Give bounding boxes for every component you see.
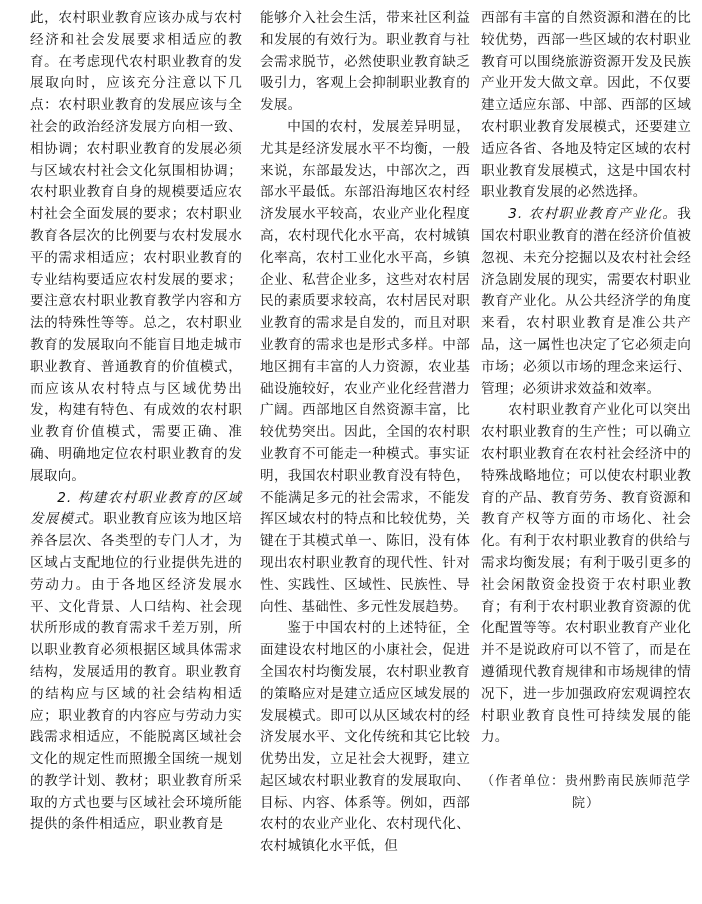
section-paragraph: [30, 488, 242, 837]
text-column-left: [30, 8, 242, 836]
section-heading: 3. 农村职业教育产业化。: [508, 206, 678, 223]
section-paragraph: [481, 204, 691, 400]
paragraph: 能够介入社会生活，带来社区利益和发展的有效行为。职业教育与社会需求脱节，必然使职业教育缺乏吸引力，客观上会抑制职业教育的发展。: [260, 10, 470, 114]
paragraph: 此，农村职业教育应该办成与农村经济和社会发展要求相适应的教育。在考虑现代农村职业教育的发展取向时，应该充分注意以下几点：农村职业教育的发展应该与全社会的政治经济发展方向相一致、相协调；农村职业教育的发展必须与区域农村社会文化氛围相协调；农村职业教育自身的规模要适应农村社会全面发展的要求；农村职业教育各层次的比例要与农村发展水平的需求相适应；农村职业教育的专业结构要适应农村发展的要求；要注意农村职业教育教学内容和方法的特殊性等等。总之，农村职业教育的发展取向不能盲目地走城市职业教育、普通教育的价值模式，而应该从农村特点与区域优势出发，构建有特色、有成效的农村职业教育价值模式，需要正确、准确、明确地定位农村职业教育的发展取向。: [30, 10, 242, 484]
paragraph: 中国的农村，发展差异明显，尤其是经济发展水平不均衡，一般来说，东部最发达，中部次之，西部水平最低。东部沿海地区农村经济发展水平较高，农业产业化程度高，农村现代化水平高，农村城镇化率高，农村工业化水平高，乡镇企业、私营企业多，这些对农村居民的素质要求较高，农村居民对职业教育的需求是自发的，而且对职业教育的需求也是形式多样。中部地区拥有丰富的人力资源，农业基础设施较好，农业产业化经营潜力广阔。西部地区自然资源丰富，比较优势突出。因此，全国的农村职业教育不可能走一种模式。事实证明，我国农村职业教育没有特色，不能满足多元的社会需求，不能发挥区域农村的特点和比较优势，关键在于其模式单一、陈旧，没有体现出农村职业教育的现代性、针对性、实践性、区域性、民族性、导向性、基础性、多元性发展趋势。: [260, 118, 470, 615]
text-column-right: [481, 8, 691, 815]
section-heading: 2. 构建农村职业教育的区域发展模式。: [30, 489, 242, 528]
paragraph: 农村职业教育产业化可以突出农村职业教育的生产性；可以确立农村职业教育在农村社会经济中的特殊战略地位；可以使农村职业教育的产品、教育劳务、教育资源和教育产权等方面的市场化、社会化。有利于农村职业教育的供给与需求均衡发展；有利于吸引更多的社会闲散资金投资于农村职业教育；有利于农村职业教育资源的优化配置等等。农村职业教育产业化并不是说政府可以不管了，而是在遵循现代教育规律和市场规律的情况下，进一步加强政府宏观调控农村职业教育良性可持续发展的能力。: [481, 402, 691, 746]
paragraph-body: 职业教育应该为地区培养各层次、各类型的专门人才，为区域占支配地位的行业提供先进的劳动力。由于各地区经济发展水平、文化背景、人口结构、社会现状所形成的教育需求千差万别，所以职业教育必须根据区域具体需求结构，发展适用的教育。职业教育的结构应与区域的社会结构相适应；职业教育的内容应与劳动力实践需求相适应，不能脱离区域社会文化的规定性而照搬全国统一规划的教学计划、教材；职业教育所采取的方式也要与区域社会环境所能提供的条件相适应，职业教育是: [30, 511, 242, 833]
paragraph: 鉴于中国农村的上述特征，全面建设农村地区的小康社会，促进全国农村均衡发展，农村职业教育的策略应对是建立适应区域发展的发展模式。即可以从区域农村的经济发展水平、文化传统和其它比较优势出发，立足社会大视野，建立起区域农村职业教育的发展取向、目标、内容、体系等。例如，西部农村的农业产业化、农村现代化、农村城镇化水平低，但: [260, 620, 470, 855]
paragraph-body: 我国农村职业教育的潜在经济价值被忽视、未充分挖掘以及农村社会经济急剧发展的现实，需要农村职业教育产业化。从公共经济学的角度来看，农村职业教育是准公共产品，这一属性也决定了它必须走向市场；必须以市场的理念来运行、管理；必须讲求效益和效率。: [481, 206, 691, 397]
author-affiliation: （作者单位：贵州黔南民族师范学院）: [481, 774, 692, 811]
text-column-middle: [260, 8, 470, 858]
paragraph: 西部有丰富的自然资源和潜在的比较优势，西部一些区域的农村职业教育可以围绕旅游资源开发及民族产业开发大做文章。因此，不仅要建立适应东部、中部、西部的区域农村职业教育发展模式，还要建立适应各省、各地及特定区域的农村职业教育发展模式，这是中国农村职业教育发展的必然选择。: [481, 10, 691, 201]
